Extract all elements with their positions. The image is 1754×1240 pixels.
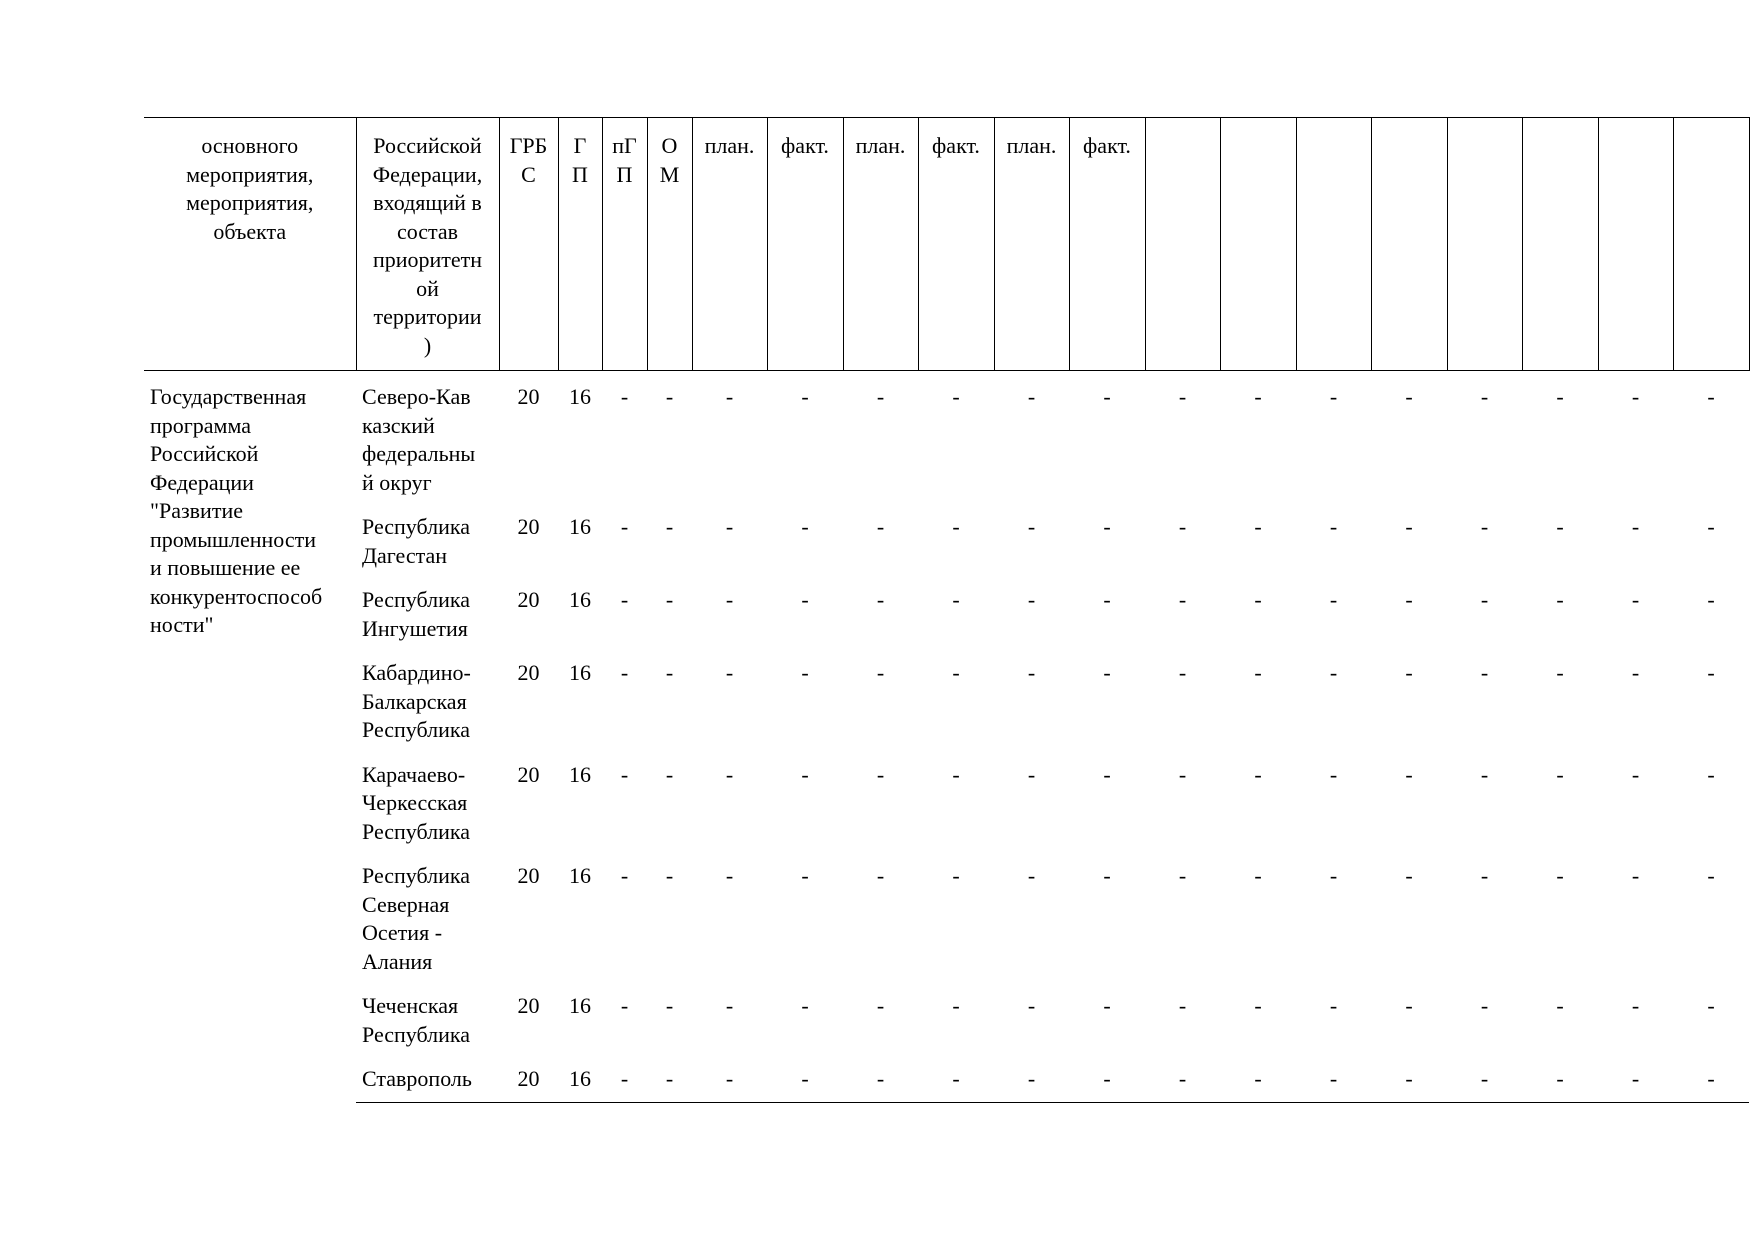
region-cell: Чеченская Республика — [362, 993, 471, 1047]
value-cell: - — [1707, 761, 1715, 787]
value-cell: - — [1329, 761, 1338, 787]
header-period — [1145, 118, 1220, 371]
gp-cell: 16 — [569, 384, 591, 409]
om-cell: - — [665, 660, 674, 685]
value-cell: - — [1631, 660, 1640, 685]
value-cell: - — [1405, 660, 1413, 685]
value-cell: - — [876, 761, 885, 787]
value-cell: - — [1103, 863, 1111, 888]
value-cell: - — [1178, 863, 1187, 888]
grbs-cell: 20 — [517, 384, 540, 409]
value-cell: - — [801, 993, 809, 1018]
gp-cell: 16 — [569, 514, 591, 539]
region-cell: Республика Северная Осетия - Алания — [362, 863, 471, 974]
pgp-cell: - — [620, 514, 629, 539]
value-cell: - — [1480, 587, 1489, 612]
value-cell: - — [952, 761, 960, 787]
value-cell: - — [1707, 514, 1715, 539]
om-cell: - — [665, 993, 674, 1018]
value-cell: - — [1254, 660, 1262, 685]
value-cell: - — [952, 514, 960, 539]
value-cell: - — [1480, 863, 1489, 888]
value-cell: - — [1069, 1065, 1145, 1102]
value-cell: - — [1027, 863, 1036, 888]
value-cell: - — [1631, 514, 1640, 539]
om-cell: - — [665, 863, 674, 888]
region-cell: Карачаево- Черкесская Республика — [362, 761, 471, 844]
table-row — [144, 1065, 1749, 1102]
header-period: факт. — [1069, 118, 1145, 371]
value-cell: - — [1103, 384, 1111, 409]
value-cell: - — [1296, 1065, 1371, 1102]
pgp-cell: - — [620, 587, 629, 612]
value-cell: - — [801, 514, 809, 539]
value-cell: - — [1707, 384, 1715, 409]
value-cell: - — [1329, 587, 1338, 612]
value-cell: - — [1329, 384, 1338, 409]
header-period — [1673, 118, 1749, 371]
header-grbs: ГРБ С — [499, 118, 558, 371]
header-period: факт. — [767, 118, 843, 371]
header-event-name: основного мероприятия, мероприятия, объекта — [144, 118, 356, 371]
header-period: план. — [843, 118, 918, 371]
header-region: Российской Федерации, входящий в состав приоритетн ой территории ) — [356, 118, 499, 371]
value-cell: - — [801, 384, 809, 409]
value-cell: - — [1631, 863, 1640, 888]
grbs-cell: 20 — [517, 587, 540, 612]
value-cell: - — [1027, 384, 1036, 409]
header-period — [1220, 118, 1296, 371]
value-cell: - — [1371, 1065, 1447, 1102]
value-cell: - — [1103, 660, 1111, 685]
header-period — [1522, 118, 1598, 371]
value-cell: - — [1254, 761, 1262, 787]
header-om: О М — [647, 118, 692, 371]
pgp-cell: - — [620, 993, 629, 1018]
region-cell: Ставрополь — [356, 1065, 499, 1102]
grbs-cell: 20 — [517, 660, 540, 685]
value-cell: - — [876, 384, 885, 409]
value-cell: - — [1027, 761, 1036, 787]
header-pgp: пГ П — [602, 118, 647, 371]
value-cell: - — [1405, 863, 1413, 888]
value-cell: - — [1103, 514, 1111, 539]
region-cell: Республика Дагестан — [362, 514, 471, 568]
value-cell: - — [1405, 587, 1413, 612]
table-row — [144, 513, 1749, 586]
header-period — [1371, 118, 1447, 371]
value-cell: - — [725, 993, 734, 1018]
value-cell: - — [801, 761, 809, 787]
value-cell: - — [1707, 587, 1715, 612]
header-period: план. — [692, 118, 767, 371]
gp-cell: 16 — [558, 1065, 602, 1102]
value-cell: - — [1329, 993, 1338, 1018]
value-cell: - — [1254, 384, 1262, 409]
grbs-cell: 20 — [517, 761, 540, 787]
value-cell: - — [876, 993, 885, 1018]
value-cell: - — [801, 587, 809, 612]
table-row — [144, 761, 1749, 863]
value-cell: - — [1254, 863, 1262, 888]
value-cell: - — [1447, 1065, 1522, 1102]
value-cell: - — [1329, 863, 1338, 888]
value-cell: - — [725, 660, 734, 685]
value-cell: - — [876, 863, 885, 888]
value-cell: - — [1178, 384, 1187, 409]
table-row — [144, 586, 1749, 659]
value-cell: - — [1556, 384, 1564, 409]
gp-cell: 16 — [569, 761, 591, 787]
value-cell: - — [1707, 863, 1715, 888]
value-cell: - — [1631, 761, 1640, 787]
value-cell: - — [1556, 514, 1564, 539]
value-cell: - — [725, 863, 734, 888]
value-cell: - — [1480, 993, 1489, 1018]
value-cell: - — [1631, 587, 1640, 612]
value-cell: - — [1103, 761, 1111, 787]
value-cell: - — [1522, 1065, 1598, 1102]
value-cell: - — [1027, 514, 1036, 539]
grbs-cell: 20 — [517, 993, 540, 1018]
value-cell: - — [801, 863, 809, 888]
value-cell: - — [1254, 587, 1262, 612]
value-cell: - — [1480, 761, 1489, 787]
value-cell: - — [1673, 1065, 1749, 1102]
header-period — [1296, 118, 1371, 371]
value-cell: - — [1480, 384, 1489, 409]
value-cell: - — [1178, 514, 1187, 539]
value-cell: - — [1631, 384, 1640, 409]
value-cell: - — [767, 1065, 843, 1102]
gp-cell: 16 — [569, 993, 591, 1018]
value-cell: - — [1254, 514, 1262, 539]
value-cell: - — [1178, 993, 1187, 1018]
header-period: факт. — [918, 118, 994, 371]
region-cell: Кабардино- Балкарская Республика — [362, 660, 471, 742]
value-cell: - — [1178, 587, 1187, 612]
value-cell: - — [725, 761, 734, 787]
grbs-cell: 20 — [517, 863, 540, 888]
value-cell: - — [725, 514, 734, 539]
grbs-cell: 20 — [499, 1065, 558, 1102]
value-cell: - — [1556, 660, 1564, 685]
value-cell: - — [1178, 761, 1187, 787]
value-cell: - — [1707, 993, 1715, 1018]
region-cell: Республика Ингушетия — [362, 587, 471, 641]
value-cell: - — [1556, 761, 1564, 787]
header-period — [1598, 118, 1673, 371]
om-cell: - — [665, 587, 674, 612]
value-cell: - — [918, 1065, 994, 1102]
pgp-cell: - — [620, 384, 629, 409]
value-cell: - — [1556, 863, 1564, 888]
om-cell: - — [665, 761, 674, 787]
value-cell: - — [1329, 514, 1338, 539]
value-cell: - — [952, 384, 960, 409]
header-period: план. — [994, 118, 1069, 371]
value-cell: - — [876, 587, 885, 612]
value-cell: - — [876, 514, 885, 539]
value-cell: - — [1480, 660, 1489, 685]
program-name: Государственная программа Российской Федерации "Развитие промышленности и повышение ее конкурентоспособ ности" — [150, 384, 323, 637]
pgp-cell: - — [620, 660, 629, 685]
value-cell: - — [1405, 514, 1413, 539]
pgp-cell: - — [620, 863, 629, 888]
value-cell: - — [1556, 993, 1564, 1018]
value-cell: - — [952, 587, 960, 612]
value-cell: - — [692, 1065, 767, 1102]
value-cell: - — [1027, 587, 1036, 612]
value-cell: - — [725, 587, 734, 612]
pgp-cell: - — [602, 1065, 647, 1102]
gp-cell: 16 — [569, 863, 591, 888]
value-cell: - — [725, 384, 734, 409]
value-cell: - — [1027, 660, 1036, 685]
value-cell: - — [801, 660, 809, 685]
value-cell: - — [952, 993, 960, 1018]
value-cell: - — [1254, 993, 1262, 1018]
om-cell: - — [665, 514, 674, 539]
value-cell: - — [1405, 993, 1413, 1018]
value-cell: - — [1329, 660, 1338, 685]
region-cell: Северо-Кав казский федеральны й округ — [362, 384, 476, 495]
value-cell: - — [1480, 514, 1489, 539]
gp-cell: 16 — [569, 660, 591, 685]
value-cell: - — [994, 1065, 1069, 1102]
table-row — [144, 992, 1749, 1065]
value-cell: - — [952, 863, 960, 888]
value-cell: - — [952, 660, 960, 685]
value-cell: - — [1405, 384, 1413, 409]
table-header-row — [144, 118, 1749, 371]
value-cell: - — [1220, 1065, 1296, 1102]
value-cell: - — [1556, 587, 1564, 612]
value-cell: - — [843, 1065, 918, 1102]
value-cell: - — [1027, 993, 1036, 1018]
value-cell: - — [1103, 993, 1111, 1018]
table-row — [144, 371, 1749, 514]
table-body — [144, 371, 1749, 1103]
value-cell: - — [876, 660, 885, 685]
gp-cell: 16 — [569, 587, 591, 612]
table-row — [144, 659, 1749, 761]
value-cell: - — [1598, 1065, 1673, 1102]
value-cell: - — [1178, 660, 1187, 685]
pgp-cell: - — [620, 761, 629, 787]
header-period — [1447, 118, 1522, 371]
value-cell: - — [1707, 660, 1715, 685]
om-cell: - — [647, 1065, 692, 1102]
grbs-cell: 20 — [517, 514, 540, 539]
budget-table — [144, 117, 1750, 1103]
value-cell: - — [1631, 993, 1640, 1018]
value-cell: - — [1103, 587, 1111, 612]
value-cell: - — [1145, 1065, 1220, 1102]
value-cell: - — [1405, 761, 1413, 787]
table-row — [144, 862, 1749, 992]
header-gp: Г П — [558, 118, 602, 371]
om-cell: - — [665, 384, 674, 409]
